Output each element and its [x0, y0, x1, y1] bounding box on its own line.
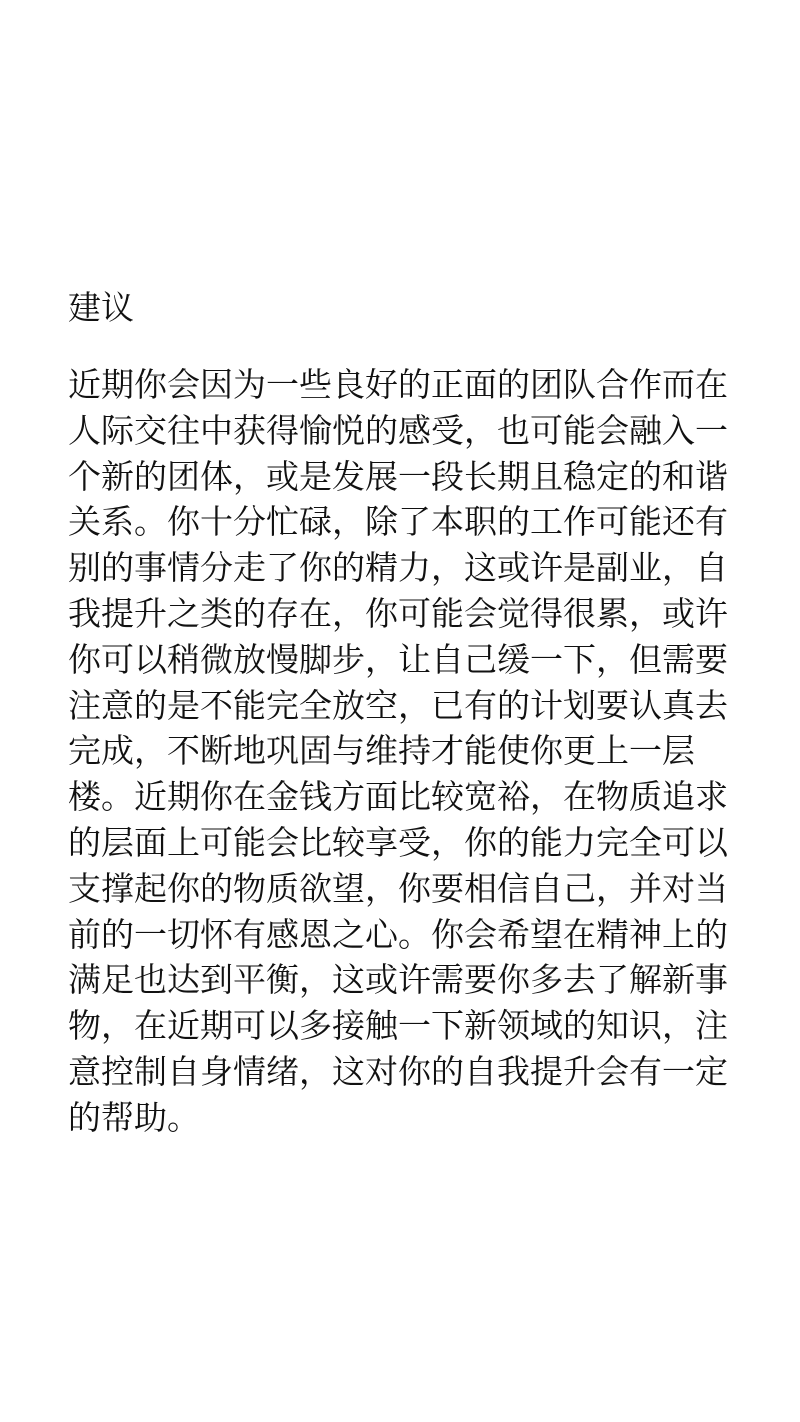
paragraph-line: 前的一切怀有感恩之心。你会希望在精神上的	[68, 914, 728, 954]
paragraph-line: 别的事情分走了你的精力，这或许是副业，自	[68, 548, 728, 588]
paragraph-line: 注意的是不能完全放空，已有的计划要认真去	[68, 685, 728, 725]
paragraph-line: 意控制自身情绪，这对你的自我提升会有一定	[68, 1051, 728, 1091]
paragraph-line: 个新的团体，或是发展一段长期且稳定的和谐	[68, 456, 728, 496]
paragraph-line: 的帮助。	[68, 1097, 200, 1137]
advice-paragraph	[68, 362, 738, 1141]
paragraph-line: 物，在近期可以多接触一下新领域的知识，注	[68, 1006, 728, 1046]
paragraph-line: 满足也达到平衡，这或许需要你多去了解新事	[68, 960, 728, 1000]
paragraph-line: 完成，不断地巩固与维持才能使你更上一层	[68, 731, 695, 771]
paragraph-line: 关系。你十分忙碌，除了本职的工作可能还有	[68, 502, 728, 542]
paragraph-line: 你可以稍微放慢脚步，让自己缓一下，但需要	[68, 639, 728, 679]
paragraph-line: 我提升之类的存在，你可能会觉得很累，或许	[68, 593, 728, 633]
paragraph-line: 近期你会因为一些良好的正面的团队合作而在	[68, 365, 728, 404]
paragraph-line: 楼。近期你在金钱方面比较宽裕，在物质追求	[68, 777, 728, 817]
paragraph-line: 人际交往中获得愉悦的感受，也可能会融入一	[68, 410, 728, 450]
section-heading: 建议	[68, 288, 134, 327]
paragraph-line: 支撑起你的物质欲望，你要相信自己，并对当	[68, 868, 728, 908]
paragraph-line: 的层面上可能会比较享受，你的能力完全可以	[68, 822, 728, 862]
